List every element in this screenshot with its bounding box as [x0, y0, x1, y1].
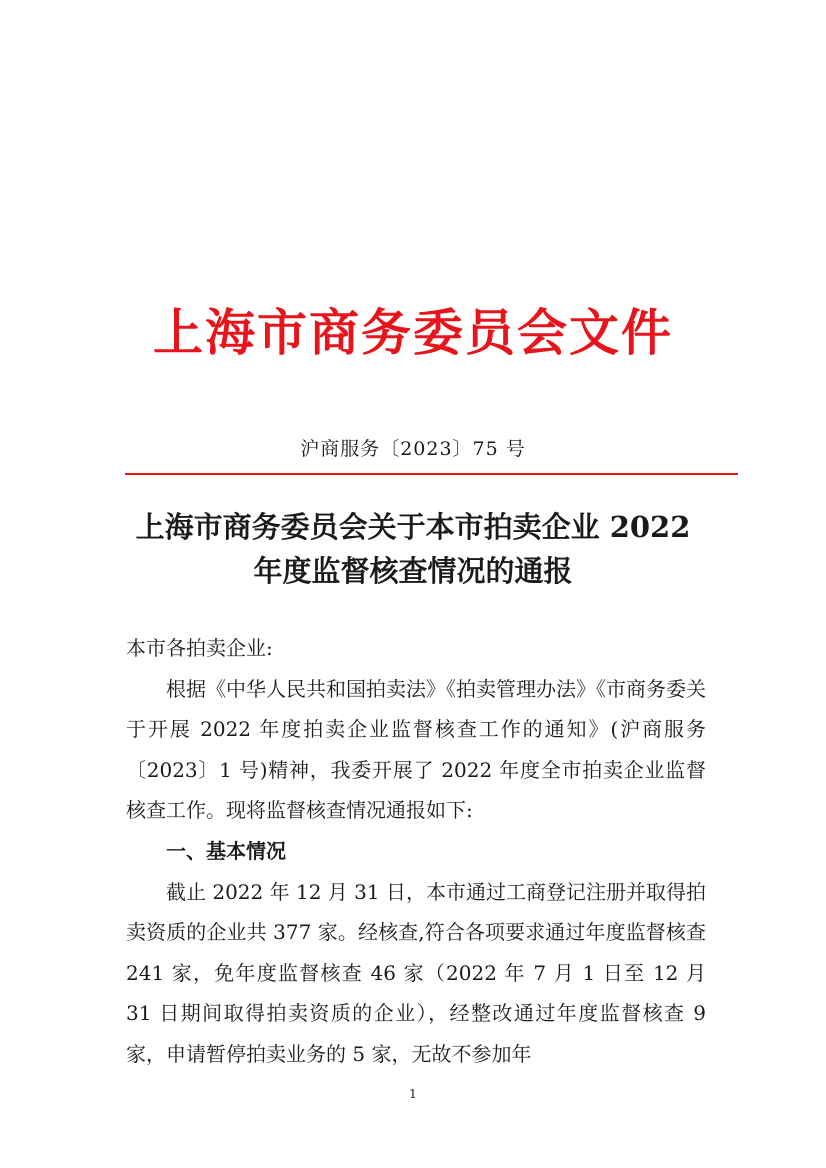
- red-divider-line: [125, 473, 738, 475]
- document-masthead: 上海市商务委员会文件: [153, 303, 673, 362]
- body-paragraph-1: 根据《中华人民共和国拍卖法》《拍卖管理办法》《市商务委关于开展 2022 年度拍卖企业监督核查工作的通知》(沪商服务〔2023〕1 号)精神，我委开展了 2022 年度全市拍卖企业监督核查工作。现将监督核查情况通报如下:: [126, 676, 706, 823]
- section-heading-basic-situation: 一、基本情况: [166, 838, 286, 863]
- document-title-line-1: 上海市商务委员会关于本市拍卖企业 2022: [135, 510, 691, 544]
- salutation: 本市各拍卖企业:: [126, 636, 273, 660]
- document-body: [126, 628, 706, 1075]
- document-title-line-2: 年度监督核查情况的通报: [253, 554, 573, 588]
- body-paragraph-2: 截止 2022 年 12 月 31 日，本市通过工商登记注册并取得拍卖资质的企业共 377 家。经核查,符合各项要求通过年度监督核查 241 家，免年度监督核查 46 家（2022 年 7 月 1 日至 12 月 31 日期间取得拍卖资质的企业），经整改通过年度监督核查 9 家，申请暂停拍卖业务的 5 家，无故不参加年: [126, 879, 706, 1066]
- page-number: 1: [409, 1087, 417, 1101]
- document-title: [100, 505, 726, 593]
- document-number: 沪商服务〔2023〕75 号: [300, 438, 526, 460]
